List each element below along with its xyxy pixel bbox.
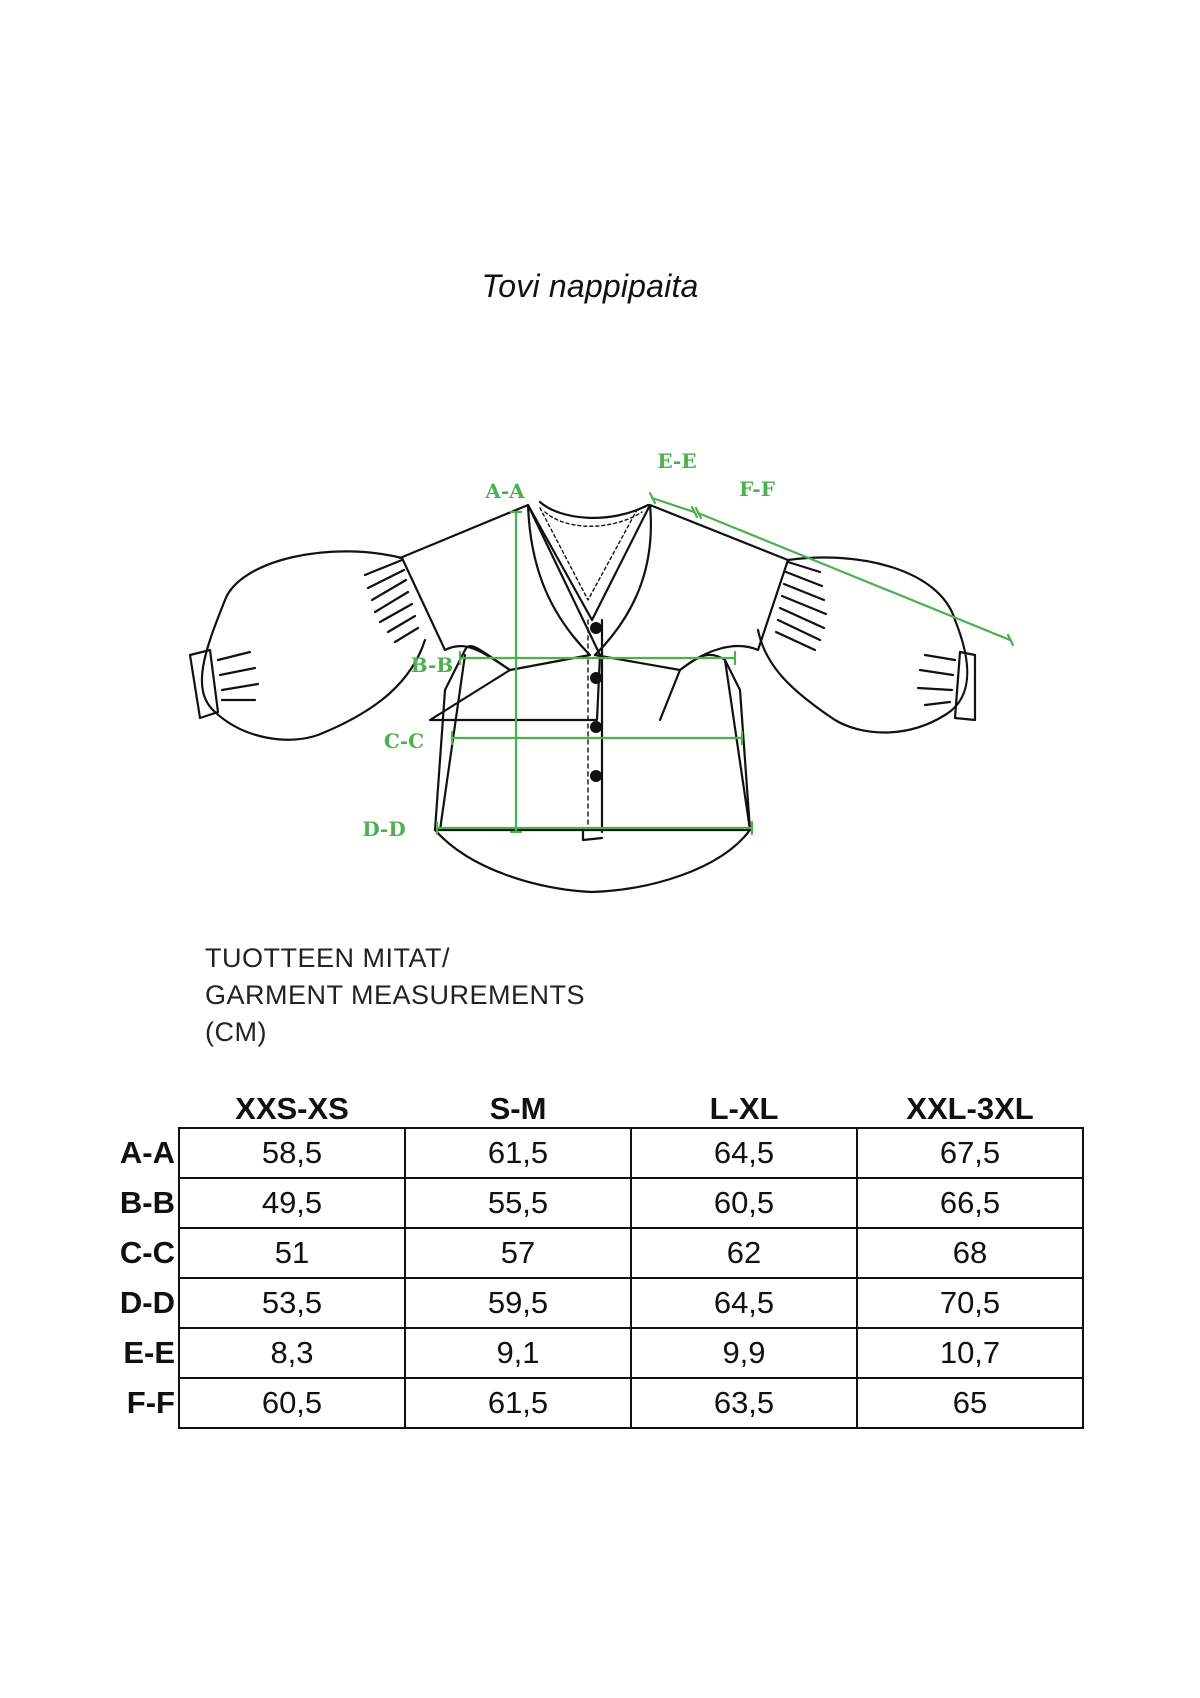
table-row [110,1128,1083,1178]
label-ff: F-F [739,477,775,501]
dimension-line-ff [696,508,1013,645]
table-row [110,1328,1083,1378]
size-header: XXS-XS [235,1091,349,1126]
size-header: S-M [489,1091,547,1126]
table-cell: 60,5 [179,1378,405,1428]
label-aa: A-A [485,479,525,503]
table-cell: 64,5 [631,1278,857,1328]
button [590,721,602,733]
table-cell: 70,5 [857,1278,1083,1328]
caption-line: TUOTTEEN MITAT/ [205,943,450,973]
table-cell: 62 [631,1228,857,1278]
label-cc: C-C [383,729,425,753]
neckline [540,502,648,518]
label-dd: D-D [362,817,406,841]
table-cell: 49,5 [179,1178,405,1228]
table-row [110,1228,1083,1278]
row-label: D-D [119,1285,175,1320]
table-row [110,1278,1083,1328]
table-cell: 61,5 [405,1128,631,1178]
table-cell: 66,5 [857,1178,1083,1228]
size-header: L-XL [709,1091,779,1126]
size-header: XXL-3XL [906,1091,1034,1126]
table-corner [110,1085,179,1128]
table-cell: 61,5 [405,1378,631,1428]
table-cell: 63,5 [631,1378,857,1428]
row-label: A-A [119,1135,175,1170]
table-cell: 8,3 [179,1328,405,1378]
table-cell: 55,5 [405,1178,631,1228]
left-sleeve [202,551,425,739]
table-cell: 58,5 [179,1128,405,1178]
right-shoulder [595,505,788,670]
row-label: C-C [119,1235,175,1270]
dimension-line-aa [511,512,521,832]
caption-line: GARMENT MEASUREMENTS [205,980,586,1010]
row-label: B-B [119,1185,175,1220]
garment-body [430,505,750,830]
row-label: F-F [126,1385,175,1420]
button [590,672,602,684]
table-cell: 9,1 [405,1328,631,1378]
table-cell: 51 [179,1228,405,1278]
table-cell: 57 [405,1228,631,1278]
measurements-caption [205,940,585,1051]
table-row [110,1178,1083,1228]
page-title: Tovi nappipaita [481,268,699,304]
dimension-line-cc [452,732,742,744]
button [590,770,602,782]
button [590,622,602,634]
label-ee: E-E [657,449,697,473]
table-cell: 67,5 [857,1128,1083,1178]
table-cell: 59,5 [405,1278,631,1328]
table-row [110,1378,1083,1428]
size-table [110,1085,1084,1429]
label-bb: B-B [410,653,454,677]
dimension-line-dd [437,822,752,834]
size-header-row [110,1085,1083,1128]
table-cell: 65 [857,1378,1083,1428]
table-cell: 64,5 [631,1128,857,1178]
right-sleeve [758,558,967,733]
table-cell: 9,9 [631,1328,857,1378]
table-cell: 68 [857,1228,1083,1278]
table-cell: 10,7 [857,1328,1083,1378]
left-shoulder [400,505,590,670]
table-cell: 60,5 [631,1178,857,1228]
table-cell: 53,5 [179,1278,405,1328]
placket [528,505,650,620]
row-label: E-E [123,1335,175,1370]
caption-line: (CM) [205,1017,267,1047]
